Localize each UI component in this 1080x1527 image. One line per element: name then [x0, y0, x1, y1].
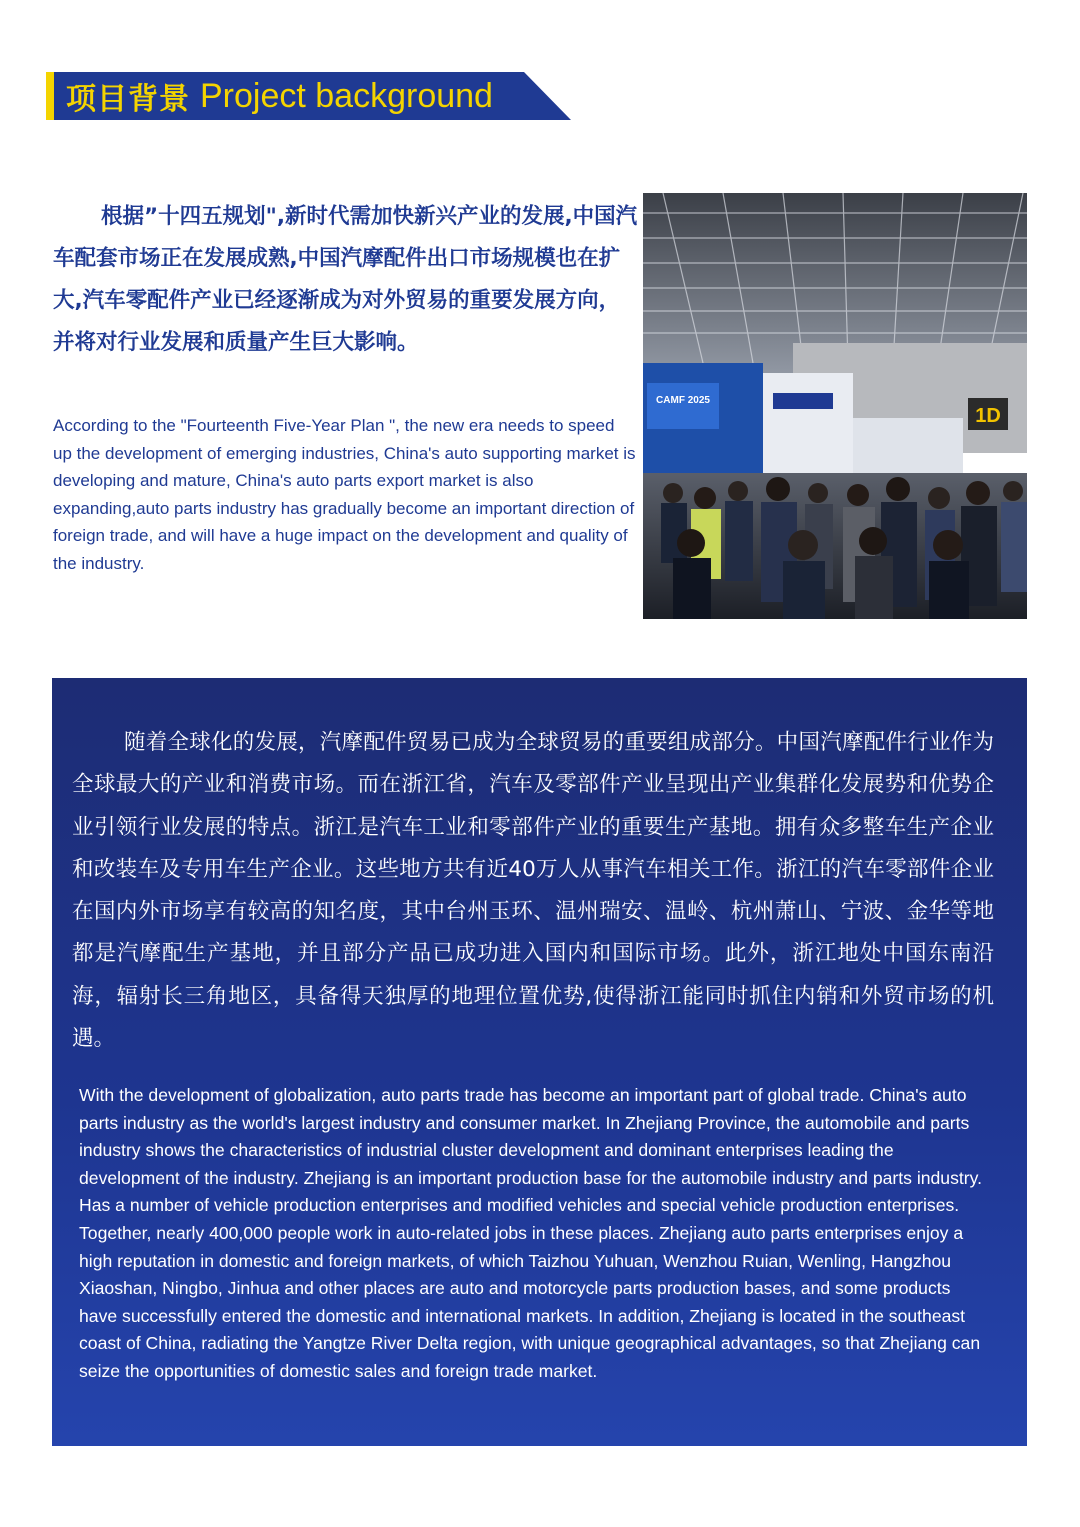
section-header-banner — [46, 72, 576, 120]
booth-sign — [647, 383, 719, 429]
panel-paragraph-cn: 随着全球化的发展，汽摩配件贸易已成为全球贸易的重要组成部分。中国汽摩配件行业作为全球最大的产业和消费市场。而在浙江省，汽车及零部件产业呈现出产业集群化发展势和优势企业引领行业发展的特点。浙江是汽车工业和零部件产业的重要生产基地。拥有众多整车生产企业和改装车及专用车生产企业。这些地方共有近40万人从事汽车相关工作。浙江的汽车零部件企业在国内外市场享有较高的知名度，其中台州玉环、温州瑞安、温岭、杭州萧山、宁波、金华等地都是汽摩配生产基地，并且部分产品已成功进入国内和国际市场。此外，浙江地处中国东南沿海，辐射长三角地区，具备得天独厚的地理位置优势,使得浙江能同时抓住内销和外贸市场的机遇。 — [72, 730, 994, 1052]
panel-paragraph-en: With the development of globalization, auto parts trade has become an important part of global trade. China's auto parts industry as the world's largest industry and consumer market. In Zhejiang Province, the automobile and parts industry shows the characteristics of industrial cluster development and dominant enterprises leading the development of the industry. Zhejiang is an important production base for the automobile industry and parts industry. Has a number of vehicle production enterprises and modified vehicles and special vehicle production enterprises. Together, nearly 400,000 people work in auto-related jobs in these places. Zhejiang auto parts enterprises enjoy a high reputation in domestic and foreign markets, of which Taizhou Yuhuan, Wenzhou Ruian, Wenling, Hangzhou Xiaoshan, Ningbo, Jinhua and other places are auto and motorcycle parts production bases, and some products have successfully entered the domestic and international markets. In addition, Zhejiang is located in the southeast coast of China, radiating the Yangtze River Delta region, with unique geographical advantages, so that Zhejiang can seize the opportunities of domestic sales and foreign trade market. — [79, 1085, 983, 1381]
exhibition-hall-photo — [643, 193, 1027, 619]
section-title-en: Project background — [200, 76, 493, 115]
booth-banner — [773, 393, 833, 409]
booth-sign-text: CAMF 2025 — [656, 395, 710, 406]
intro-paragraph-cn: 根据”十四五规划",新时代需加快新兴产业的发展,中国汽车配套市场正在发展成熟,中国汽摩配件出口市场规模也在扩大,汽车零配件产业已经逐渐成为对外贸易的重要发展方向，并将对行业发展和质量产生巨大影响。 — [53, 204, 638, 355]
section-title-cn: 项目背景 — [66, 82, 190, 117]
banner-accent-bar — [46, 72, 54, 120]
hall-number-text: 1D — [975, 405, 1001, 427]
section-title — [66, 74, 493, 118]
exhibition-photo-illustration — [643, 193, 1027, 619]
intro-paragraph-en: According to the "Fourteenth Five-Year Plan ", the new era needs to speed up the development of emerging industries, China's auto supporting market is developing and mature, China's auto parts export market is also expanding,auto parts industry has gradually become an important direction of foreign trade, and will have a huge impact on the development and quality of the industry. — [53, 416, 636, 573]
